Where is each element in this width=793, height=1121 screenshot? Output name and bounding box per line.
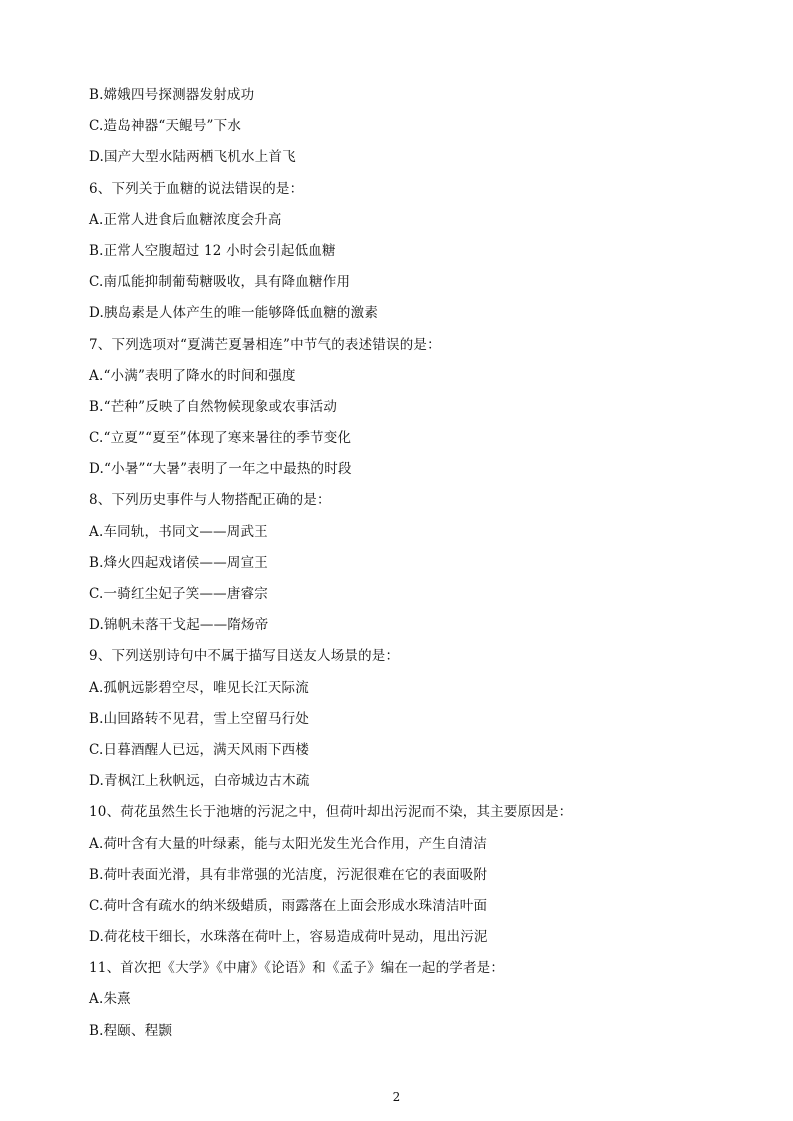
text-line: C.荷叶含有疏水的纳米级蜡质，雨露落在上面会形成水珠清洁叶面 [89, 897, 488, 914]
text-line: B.荷叶表面光滑，具有非常强的光洁度，污泥很难在它的表面吸附 [89, 866, 488, 883]
text-line: B.“芒种”反映了自然物候现象或农事活动 [89, 398, 338, 415]
text-line: A.荷叶含有大量的叶绿素，能与太阳光发生光合作用，产生自清洁 [89, 835, 488, 852]
text-line: B.嫦娥四号探测器发射成功 [89, 87, 255, 103]
text-line: A.正常人进食后血糖浓度会升高 [89, 211, 282, 228]
text-line: A.车同轨，书同文——周武王 [89, 523, 268, 540]
text-line: 7、下列选项对“夏满芒夏暑相连”中节气的表述错误的是： [89, 336, 441, 353]
text-line: D.胰岛素是人体产生的唯一能够降低血糖的激素 [89, 305, 379, 322]
text-line: A.“小满”表明了降水的时间和强度 [89, 367, 296, 384]
text-line: D.国产大型水陆两栖飞机水上首飞 [89, 149, 296, 166]
text-line: C.“立夏”“夏至”体现了寒来暑往的季节变化 [89, 430, 352, 447]
text-line: C.日暮酒醒人已远，满天风雨下西楼 [89, 741, 310, 758]
text-line: B.正常人空腹超过 12 小时会引起低血糖 [89, 242, 336, 259]
text-line: 10、荷花虽然生长于池塘的污泥之中，但荷叶却出污泥而不染，其主要原因是： [89, 804, 573, 821]
text-line: 8、下列历史事件与人物搭配正确的是： [89, 492, 331, 509]
text-line: A.朱熹 [89, 991, 131, 1008]
text-line: B.山回路转不见君，雪上空留马行处 [89, 710, 310, 727]
text-line: 6、下列关于血糖的说法错误的是： [89, 180, 304, 197]
text-line: B.烽火四起戏诸侯——周宣王 [89, 554, 269, 571]
text-line: B.程颐、程颢 [89, 1022, 173, 1039]
text-line: A.孤帆远影碧空尽，唯见长江天际流 [89, 679, 309, 696]
text-line: D.青枫江上秋帆远，白帝城边古木疏 [89, 773, 310, 790]
question-text-block [89, 84, 729, 1051]
text-line: D.锦帆未落干戈起——隋炀帝 [89, 617, 269, 634]
text-line: C.南瓜能抑制葡萄糖吸收，具有降血糖作用 [89, 274, 351, 291]
text-line: C.造岛神器“天鲲号”下水 [89, 118, 242, 135]
text-line: C.一骑红尘妃子笑——唐睿宗 [89, 586, 268, 602]
page-number: 2 [392, 1090, 401, 1104]
text-line: 11、首次把《大学》《中庸》《论语》和《孟子》编在一起的学者是： [89, 960, 505, 977]
text-line: D.荷花枝干细长，水珠落在荷叶上，容易造成荷叶晃动，甩出污泥 [89, 929, 488, 946]
text-line: D.“小暑”“大暑”表明了一年之中最热的时段 [89, 461, 352, 478]
text-line: 9、下列送别诗句中不属于描写目送友人场景的是： [89, 648, 400, 665]
